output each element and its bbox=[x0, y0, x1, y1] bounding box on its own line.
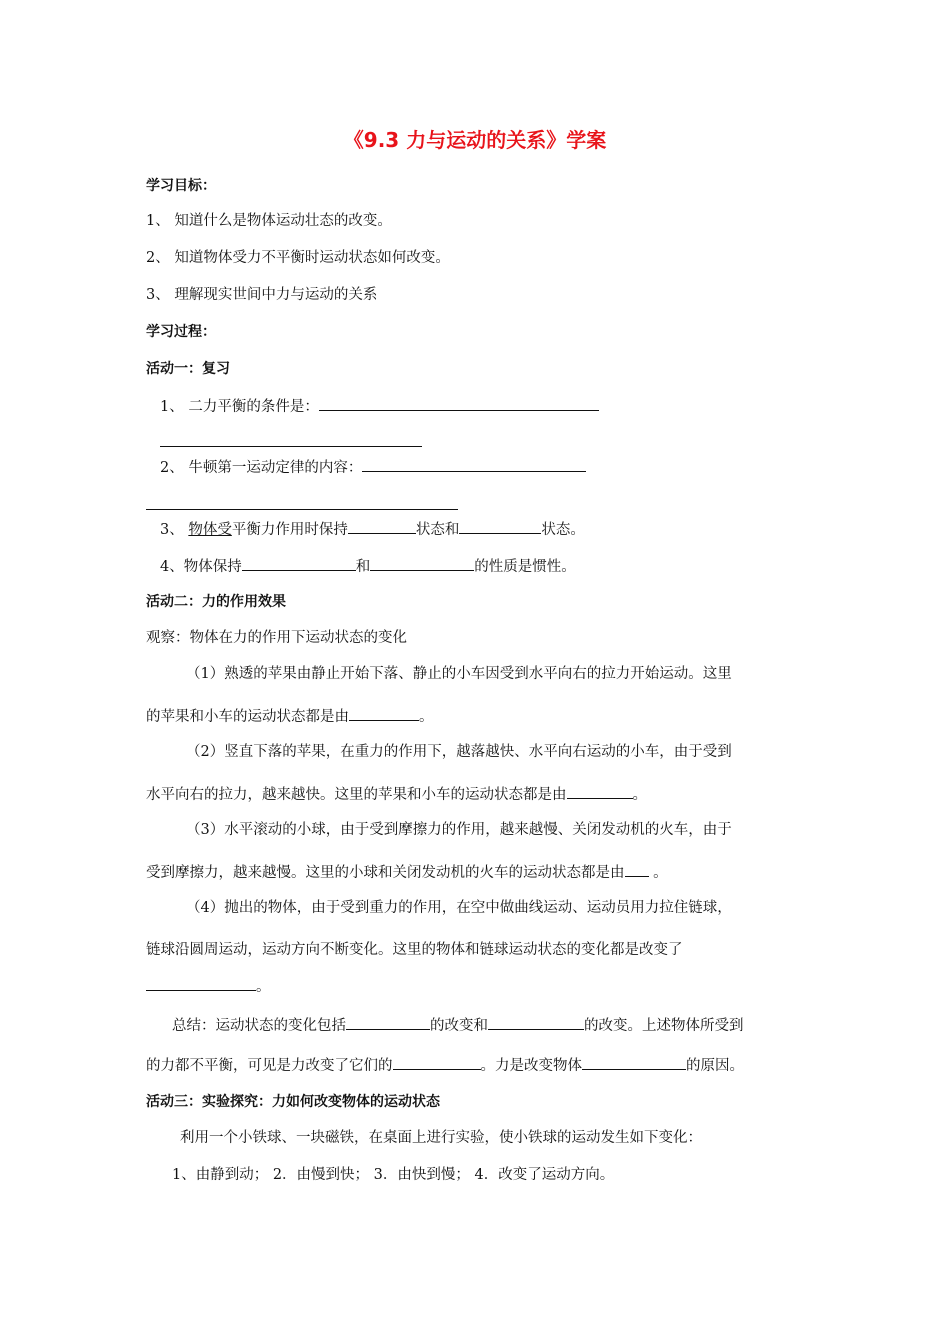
paragraph-4-line-3 bbox=[146, 975, 271, 997]
paragraph-3-line-2 bbox=[146, 861, 668, 883]
question-1-text: 1、 二力平衡的条件是： bbox=[160, 399, 319, 415]
summary-text-d: 的力都不平衡，可见是力改变了它们的 bbox=[146, 1058, 393, 1074]
page-title: 《9.3 力与运动的关系》学案 bbox=[343, 128, 607, 152]
paragraph-2-text: 水平向右的拉力，越来越快。这里的苹果和小车的运动状态都是由 bbox=[146, 787, 567, 803]
observation-text: 观察：物体在力的作用下运动状态的变化 bbox=[146, 630, 407, 646]
answer-blank[interactable] bbox=[362, 456, 586, 472]
summary-text-b: 的改变和 bbox=[430, 1018, 488, 1034]
objective-item-2: 2、 知道物体受力不平衡时运动状态如何改变。 bbox=[146, 250, 450, 266]
answer-blank[interactable] bbox=[319, 395, 599, 411]
paragraph-2-line-1: （2）竖直下落的苹果，在重力的作用下，越落越快、水平向右运动的小车，由于受到 bbox=[186, 744, 732, 760]
activity3-heading: 活动三：实验探究：力如何改变物体的运动状态 bbox=[146, 1094, 440, 1110]
question-4-text-a: 4、物体保持 bbox=[160, 559, 242, 575]
objectives-heading: 学习目标： bbox=[146, 178, 216, 194]
question-3-text-a: 平衡力作用时保持 bbox=[231, 522, 348, 538]
answer-blank[interactable] bbox=[370, 555, 474, 571]
paragraph-4-line-1: （4）抛出的物体，由于受到重力的作用，在空中做曲线运动、运动员用力拉住链球， bbox=[186, 900, 732, 916]
activity1-heading: 活动一：复习 bbox=[146, 361, 230, 377]
question-4-text-c: 的性质是惯性。 bbox=[474, 559, 576, 575]
objective-item-1: 1、 知道什么是物体运动壮态的改变。 bbox=[146, 213, 392, 229]
answer-blank[interactable] bbox=[346, 1014, 430, 1030]
answer-blank[interactable] bbox=[348, 518, 416, 534]
answer-blank[interactable] bbox=[242, 555, 356, 571]
paragraph-4-line-2: 链球沿圆周运动，运动方向不断变化。这里的物体和链球运动状态的变化都是改变了 bbox=[146, 942, 683, 958]
question-3-text-c: 状态。 bbox=[541, 522, 585, 538]
paragraph-1-line-1: （1）熟透的苹果由静止开始下落、静止的小车因受到水平向右的拉力开始运动。这里 bbox=[186, 666, 732, 682]
answer-blank-line[interactable] bbox=[146, 509, 458, 510]
summary-text-f: 的原因。 bbox=[686, 1058, 744, 1074]
process-heading: 学习过程： bbox=[146, 324, 216, 340]
review-question-4 bbox=[160, 555, 576, 577]
review-question-1 bbox=[160, 395, 599, 417]
paragraph-3-text: 受到摩擦力，越来越慢。这里的小球和关闭发动机的火车的运动状态都是由 bbox=[146, 865, 625, 881]
paragraph-3-end: 。 bbox=[648, 865, 668, 881]
answer-blank[interactable] bbox=[567, 783, 633, 799]
summary-text-a: 总结：运动状态的变化包括 bbox=[172, 1018, 346, 1034]
review-question-2 bbox=[160, 456, 586, 478]
paragraph-1-line-2 bbox=[146, 705, 434, 727]
paragraph-2-line-2 bbox=[146, 783, 647, 805]
experiment-list: 1、由静到动； 2．由慢到快； 3．由快到慢； 4．改变了运动方向。 bbox=[172, 1167, 615, 1183]
objective-item-3: 3、 理解现实世间中力与运动的关系 bbox=[146, 287, 378, 303]
summary-line-1 bbox=[172, 1014, 744, 1036]
paragraph-1-text: 的苹果和小车的运动状态都是由 bbox=[146, 709, 349, 725]
paragraph-3-line-1: （3）水平滚动的小球，由于受到摩擦力的作用，越来越慢、关闭发动机的火车，由于 bbox=[186, 822, 732, 838]
answer-blank[interactable] bbox=[459, 518, 541, 534]
answer-blank[interactable] bbox=[349, 705, 419, 721]
question-3-number: 3、 bbox=[160, 522, 189, 538]
paragraph-2-end: 。 bbox=[632, 787, 647, 803]
answer-blank[interactable] bbox=[146, 975, 256, 991]
answer-blank[interactable] bbox=[488, 1014, 584, 1030]
paragraph-4-end: 。 bbox=[256, 979, 271, 995]
answer-blank-line[interactable] bbox=[160, 446, 422, 447]
experiment-intro: 利用一个小铁球、一块磁铁，在桌面上进行实验，使小铁球的运动发生如下变化： bbox=[180, 1130, 702, 1146]
answer-blank[interactable] bbox=[393, 1054, 481, 1070]
question-2-text: 2、 牛顿第一运动定律的内容： bbox=[160, 460, 363, 476]
answer-blank[interactable] bbox=[625, 861, 649, 877]
summary-line-2 bbox=[146, 1054, 744, 1076]
question-3-underlined-text: 物体受 bbox=[188, 522, 232, 538]
summary-text-e: 。力是改变物体 bbox=[480, 1058, 582, 1074]
summary-text-c: 的改变。上述物体所受到 bbox=[584, 1018, 744, 1034]
answer-blank[interactable] bbox=[582, 1054, 686, 1070]
activity2-heading: 活动二：力的作用效果 bbox=[146, 594, 286, 610]
review-question-3 bbox=[160, 518, 585, 540]
question-4-text-b: 和 bbox=[355, 559, 371, 575]
paragraph-1-end: 。 bbox=[419, 709, 434, 725]
question-3-text-b: 状态和 bbox=[415, 522, 460, 538]
